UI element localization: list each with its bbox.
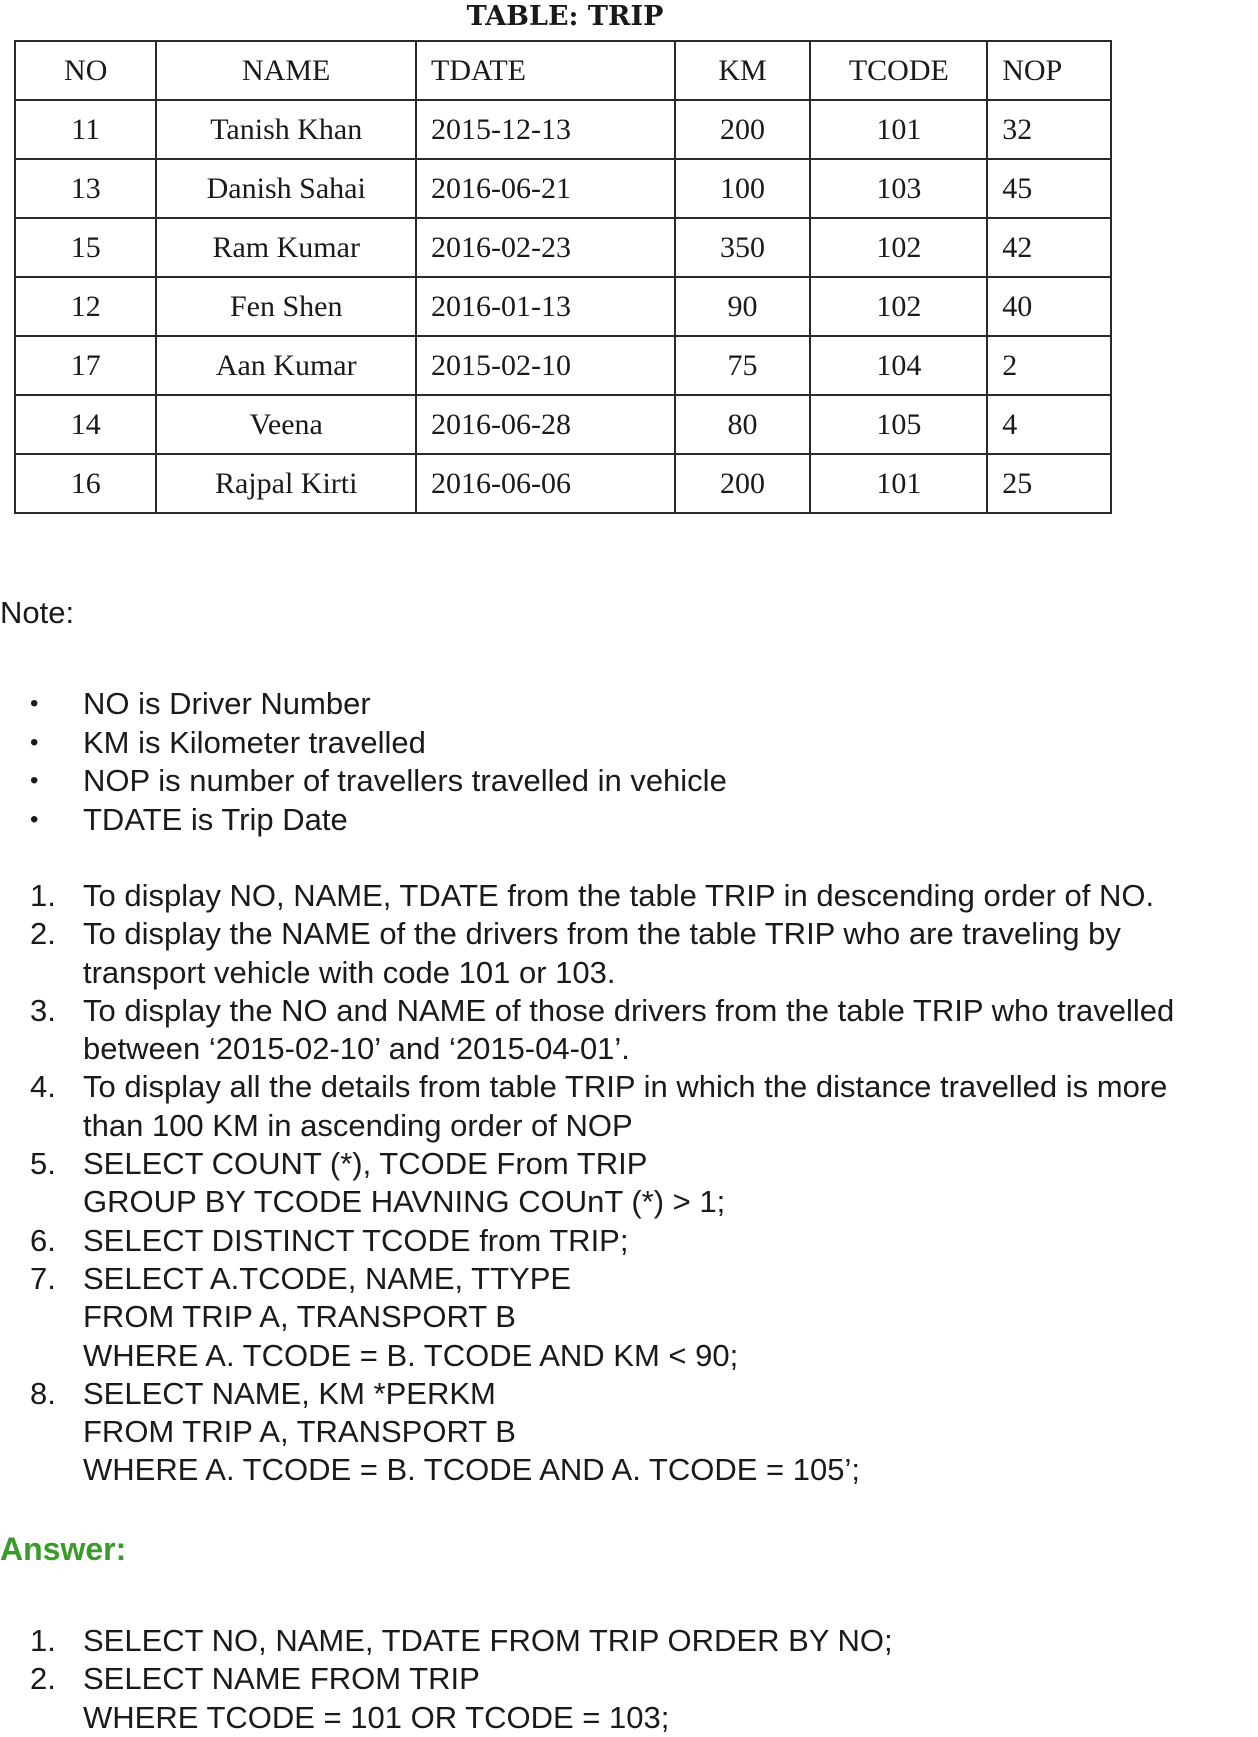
cell-km: 200 — [675, 454, 811, 513]
table-row — [15, 454, 1111, 513]
cell-no: 11 — [15, 100, 156, 159]
table-title: TABLE: TRIP — [466, 1, 664, 32]
cell-tdate: 2016-06-28 — [416, 395, 675, 454]
question-line: To display NO, NAME, TDATE from the table TRIP in descending order of NO. — [83, 878, 1155, 913]
cell-no: 14 — [15, 395, 156, 454]
question-line: WHERE A. TCODE = B. TCODE AND KM < 90; — [83, 1337, 739, 1373]
question-line: FROM TRIP A, TRANSPORT B — [83, 1299, 516, 1335]
column-header-name: NAME — [156, 41, 416, 100]
cell-tcode: 102 — [810, 277, 987, 336]
answer-item — [0, 1660, 1258, 1737]
note-label: Note: — [0, 595, 75, 630]
answer-item — [0, 1622, 1258, 1660]
cell-nop: 4 — [987, 395, 1111, 454]
question-line: SELECT DISTINCT TCODE from TRIP; — [83, 1222, 629, 1258]
question-item — [0, 877, 1258, 915]
cell-km: 200 — [675, 100, 811, 159]
column-header-km: KM — [675, 41, 811, 100]
cell-tcode: 104 — [810, 336, 987, 395]
answer-line: SELECT NO, NAME, TDATE FROM TRIP ORDER BY NO; — [83, 1623, 893, 1658]
question-line: transport vehicle with code 101 or 103. — [83, 954, 616, 990]
table-row — [15, 336, 1111, 395]
table-row — [15, 395, 1111, 454]
cell-tcode: 101 — [810, 454, 987, 513]
question-item — [0, 1222, 1258, 1260]
list-item: • KM is Kilometer travelled — [0, 724, 727, 763]
cell-name: Ram Kumar — [156, 218, 416, 277]
question-item — [0, 1068, 1258, 1145]
question-item — [0, 915, 1258, 992]
cell-name: Fen Shen — [156, 277, 416, 336]
trip-table — [14, 40, 1112, 514]
question-line: than 100 KM in ascending order of NOP — [83, 1107, 633, 1143]
cell-nop: 2 — [987, 336, 1111, 395]
question-item — [0, 992, 1258, 1069]
table-row — [15, 100, 1111, 159]
table-row — [15, 277, 1111, 336]
cell-tdate: 2016-06-21 — [416, 159, 675, 218]
cell-nop: 40 — [987, 277, 1111, 336]
question-number: 8. — [30, 1375, 56, 1411]
question-item — [0, 1260, 1258, 1375]
question-line: WHERE A. TCODE = B. TCODE AND A. TCODE = 105’; — [83, 1452, 860, 1488]
cell-km: 75 — [675, 336, 811, 395]
column-header-tdate: TDATE — [416, 41, 675, 100]
question-number: 2. — [30, 916, 56, 952]
cell-no: 16 — [15, 454, 156, 513]
answer-label: Answer: — [0, 1531, 127, 1567]
question-number: 4. — [30, 1069, 56, 1105]
question-line: SELECT A.TCODE, NAME, TTYPE — [83, 1260, 572, 1296]
cell-tcode: 105 — [810, 395, 987, 454]
question-line: between ‘2015-02-10’ and ‘2015-04-01’. — [83, 1031, 630, 1067]
answer-number: 2. — [30, 1661, 56, 1697]
cell-km: 100 — [675, 159, 811, 218]
question-line: FROM TRIP A, TRANSPORT B — [83, 1414, 516, 1450]
cell-km: 90 — [675, 277, 811, 336]
cell-tdate: 2016-02-23 — [416, 218, 675, 277]
answer-number: 1. — [30, 1623, 56, 1658]
question-line: To display the NO and NAME of those drivers from the table TRIP who travelled — [83, 992, 1175, 1028]
cell-tdate: 2015-02-10 — [416, 336, 675, 395]
question-line: GROUP BY TCODE HAVNING COUnT (*) > 1; — [83, 1184, 726, 1220]
list-item: • TDATE is Trip Date — [0, 801, 727, 840]
column-header-no: NO — [15, 41, 156, 100]
question-number: 3. — [30, 992, 56, 1028]
question-item — [0, 1145, 1258, 1222]
cell-no: 13 — [15, 159, 156, 218]
cell-nop: 32 — [987, 100, 1111, 159]
cell-name: Tanish Khan — [156, 100, 416, 159]
cell-no: 12 — [15, 277, 156, 336]
cell-tcode: 101 — [810, 100, 987, 159]
column-header-tcode: TCODE — [810, 41, 987, 100]
column-header-nop: NOP — [987, 41, 1111, 100]
cell-tdate: 2016-01-13 — [416, 277, 675, 336]
cell-tcode: 103 — [810, 159, 987, 218]
question-number: 6. — [30, 1222, 56, 1258]
cell-km: 80 — [675, 395, 811, 454]
question-number: 7. — [30, 1260, 56, 1296]
question-line: To display the NAME of the drivers from the table TRIP who are traveling by — [83, 916, 1121, 952]
question-line: SELECT COUNT (*), TCODE From TRIP — [83, 1146, 648, 1182]
answer-list — [0, 1622, 1258, 1737]
answer-line: WHERE TCODE = 101 OR TCODE = 103; — [83, 1699, 670, 1735]
cell-nop: 45 — [987, 159, 1111, 218]
question-item — [0, 1375, 1258, 1490]
cell-nop: 42 — [987, 218, 1111, 277]
question-list — [0, 877, 1258, 1490]
cell-name: Rajpal Kirti — [156, 454, 416, 513]
cell-no: 17 — [15, 336, 156, 395]
cell-tdate: 2015-12-13 — [416, 100, 675, 159]
table-row — [15, 159, 1111, 218]
question-line: To display all the details from table TRIP in which the distance travelled is more — [83, 1069, 1168, 1105]
list-item: • NOP is number of travellers travelled in vehicle — [0, 762, 727, 801]
cell-tcode: 102 — [810, 218, 987, 277]
question-number: 1. — [30, 878, 56, 913]
cell-tdate: 2016-06-06 — [416, 454, 675, 513]
cell-name: Veena — [156, 395, 416, 454]
table-row — [15, 218, 1111, 277]
list-item: • NO is Driver Number — [0, 685, 727, 724]
cell-no: 15 — [15, 218, 156, 277]
cell-name: Aan Kumar — [156, 336, 416, 395]
question-line: SELECT NAME, KM *PERKM — [83, 1375, 496, 1411]
cell-km: 350 — [675, 218, 811, 277]
answer-line: SELECT NAME FROM TRIP — [83, 1661, 480, 1697]
note-bullet-list — [0, 685, 727, 839]
table-header-row — [15, 41, 1111, 100]
question-number: 5. — [30, 1146, 56, 1182]
cell-nop: 25 — [987, 454, 1111, 513]
cell-name: Danish Sahai — [156, 159, 416, 218]
